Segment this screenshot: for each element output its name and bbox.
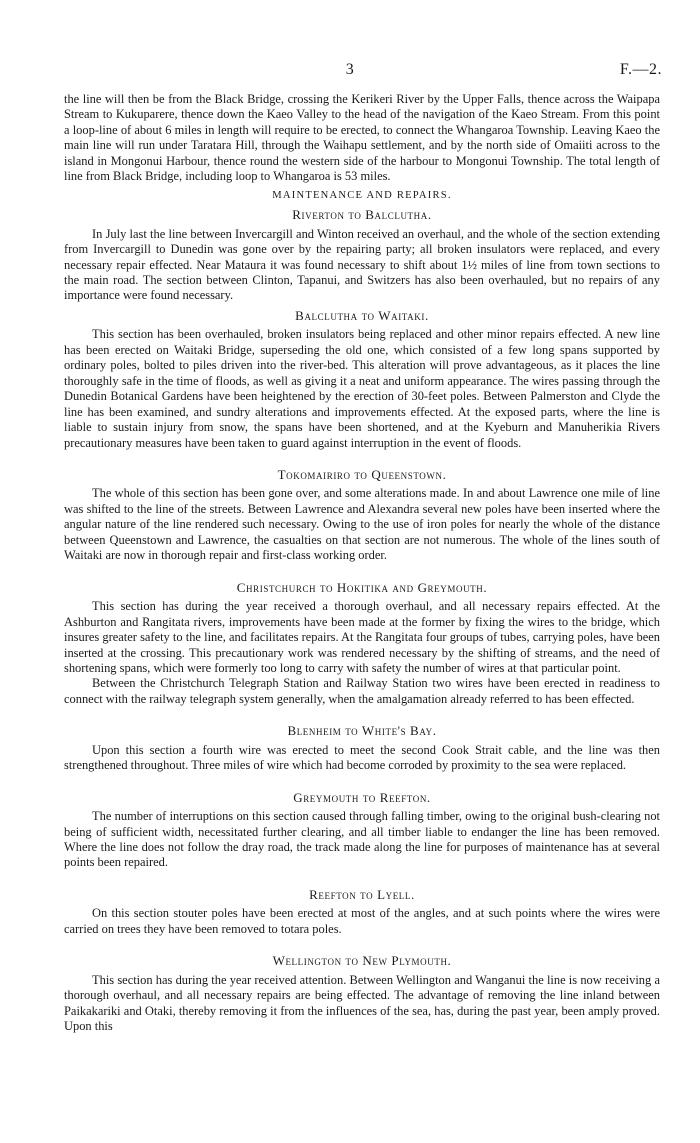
section-paragraph: Between the Christchurch Telegraph Station and Railway Station two wires have been erected in readiness to connect with the railway telegraph system generally, when the amalgamation already referred to has been effected. [64, 676, 660, 706]
section-heading: Balclutha to Waitaki. [295, 307, 429, 323]
page-number: 3 [345, 61, 355, 78]
section-paragraph: The number of interruptions on this section caused through falling timber, owing to the original bush-clearing not being of sufficient width, necessitated further clearing, and all timber liable to endanger the line has been removed. Where the line does not follow the dray road, the track made along the line for purposes of maintenance has at several points been repaired. [64, 809, 660, 870]
section-heading: Tokomairiro to Queenstown. [277, 466, 447, 482]
section-paragraph: In July last the line between Invercargill and Winton received an overhaul, and the whole of the section extending from Invercargill to Dunedin was gone over by the repairing party; all broken insulators were replaced, and every necessary repair effected. Near Mataura it was found necessary to shift about 1½ miles of line from town sections to the main road. The section between Clinton, Tapanui, and Switzers has also been overhauled, but no repairs of any importance were found necessary. [64, 226, 660, 303]
intro-paragraph: the line will then be from the Black Bridge, crossing the Kerikeri River by the Upper Falls, thence across the Waipapa Stream to Kukuparere, thence down the Kaeo Valley to the head of the navigation of the Kaeo Stream. From this point a loop-line of about 6 miles in length will require to be erected, to connect the Whangaroa Township. Leaving Kaeo the main line will run under Taratara Hill, through the Waihapu settlement, and by the north side of Omaiiti across to the island in Mongonui Harbour, thence round the western side of the harbour to Mongonui Township. The total length of line from Black Bridge, including loop to Whangaroa is 53 miles. [64, 92, 660, 184]
section-paragraph: On this section stouter poles have been erected at most of the angles, and at such points where the wires were carried on trees they have been removed to totara poles. [64, 906, 660, 936]
section-paragraph: Upon this section a fourth wire was erected to meet the second Cook Strait cable, and the line was then strengthened throughout. Three miles of wire which had become corroded by proximity to the sea were replaced. [64, 742, 660, 773]
section-heading: Christchurch to Hokitika and Greymouth. [236, 579, 488, 595]
section-paragraph: This section has during the year received attention. Between Wellington and Wanganui the line is now receiving a thorough overhaul, and all necessary repairs are being effected. The advantage of removing the line inland between Paikakariki and Otaki, thereby removing it from the influences of the sea, has, during the past year, been amply proved. Upon this [64, 972, 660, 1034]
section-heading: Blenheim to White's Bay. [287, 723, 437, 739]
section-paragraph: This section has during the year received a thorough overhaul, and all necessary repairs effected. At the Ashburton and Rangitata rivers, improvements have been made at the former by fixing the wires to the bridge, which insures greater safety to the line, and facilitates repairs. At the Rangitata four groups of tubes, carrying poles, have been inserted at the crossing. This precautionary work was rendered necessary by the shifting of streams, and the need of shortening spans, which were formerly too long to carry with safety the number of wires at that particular point. [64, 599, 660, 675]
section-paragraph: The whole of this section has been gone over, and some alterations made. In and about Lawrence one mile of line was shifted to the line of the streets. Between Lawrence and Alexandra several new poles have been inserted where the angular nature of the line rendered such necessary. Owing to the use of iron poles for nearly the whole of the distance between Queenstown and Lawrence, the casualties on that section are not numerous. The whole of the lines south of Waitaki are now in thorough repair and first-class working order. [64, 486, 660, 563]
section-heading: Wellington to New Plymouth. [272, 953, 452, 969]
section-heading: Riverton to Balclutha. [292, 207, 432, 223]
section-paragraph: This section has been overhauled, broken insulators being replaced and other minor repairs effected. A new line has been erected on Waitaki Bridge, superseding the old one, which consisted of a few long spans supported by ordinary poles, bolted to piles driven into the river-bed. This alteration will prove advantageous, as it places the line thoroughly safe in the time of floods, as well as giving it a neat and uniform appearance. The wires passing through the Dunedin Botanical Gardens have been heightened by the erection of 30-feet poles. Between Palmerston and Clyde the line has been examined, and sundry alterations and improvements effected. At the exposed parts, where the line is liable to sustain injury from snow, the spans have been shortened, and at the Kyeburn and Manuherikia Rivers precautionary measures have been taken to guard against interruption in the event of floods. [64, 327, 660, 450]
document-reference: F.—2. [619, 61, 662, 78]
section-heading: Reefton to Lyell. [309, 886, 415, 902]
main-heading: MAINTENANCE AND REPAIRS. [272, 189, 452, 201]
document-body [64, 92, 660, 1035]
section-heading: Greymouth to Reefton. [293, 789, 431, 805]
